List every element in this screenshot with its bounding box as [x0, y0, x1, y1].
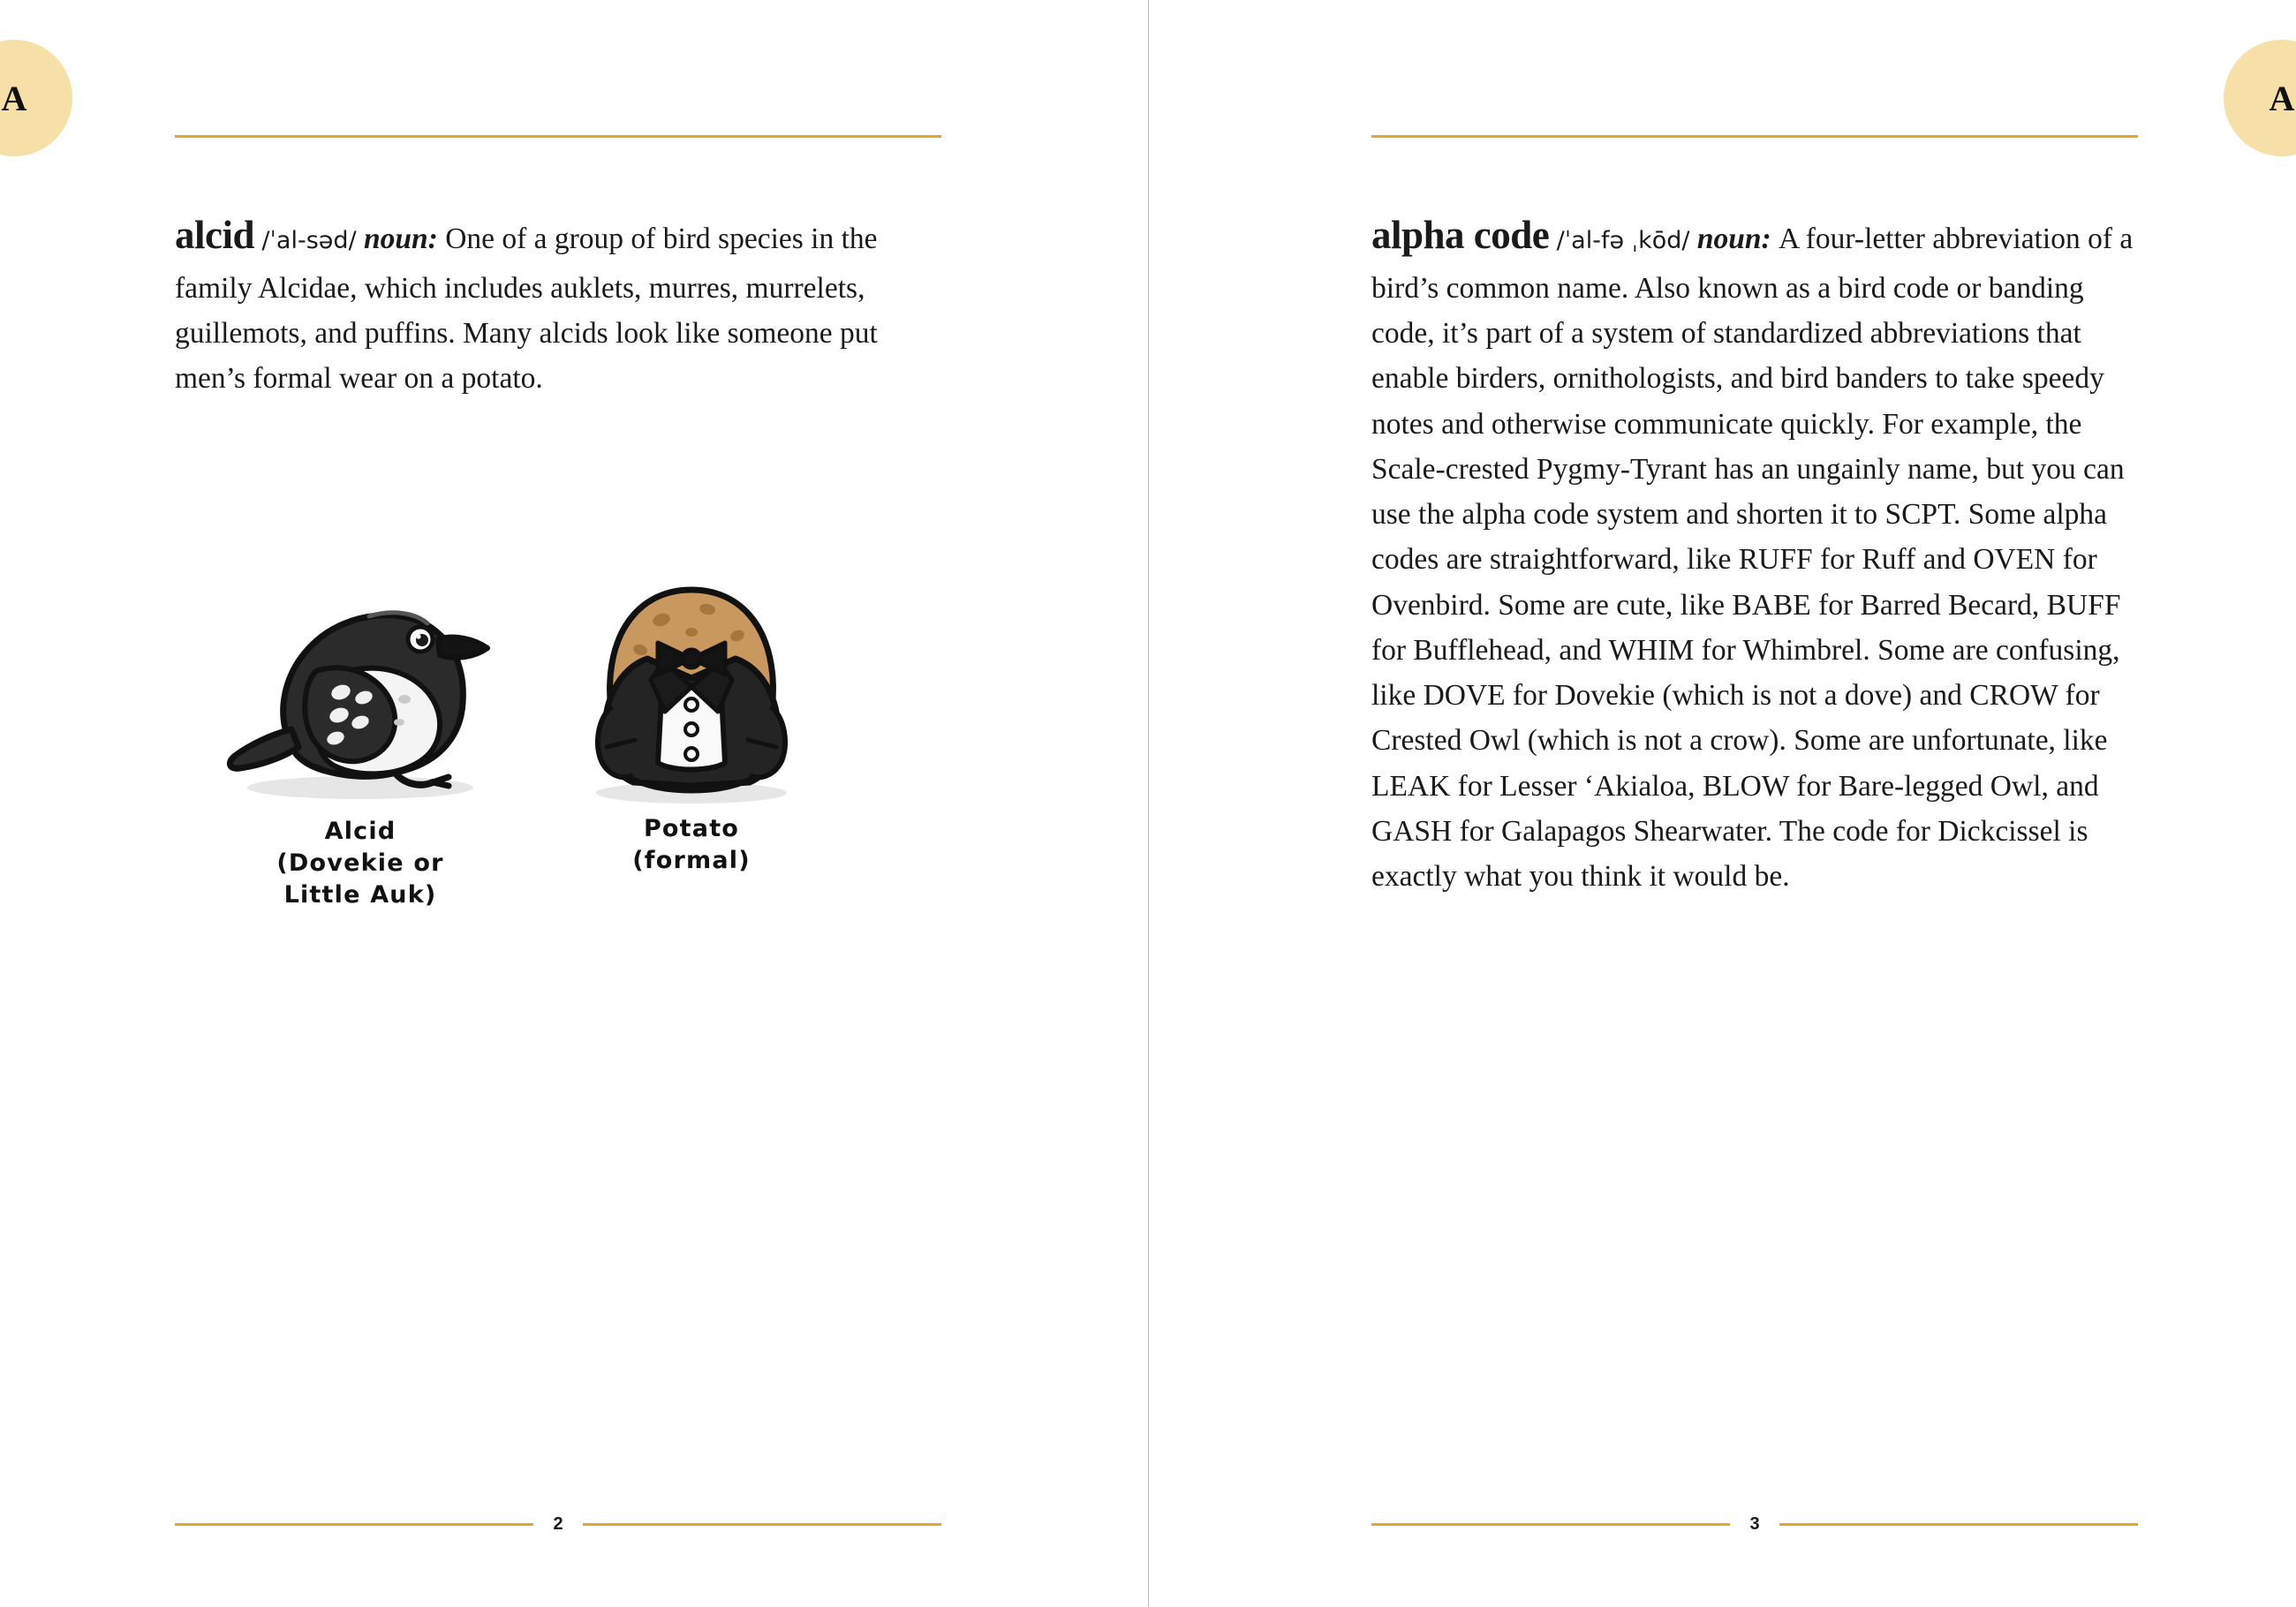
footer-rule-right: [583, 1523, 941, 1526]
entry-alcid: [175, 205, 899, 402]
headword: alpha code: [1371, 213, 1550, 257]
footer-rule-left: [175, 1523, 533, 1526]
letter-tab-right: [2224, 40, 2296, 156]
footer-rule-left: [1371, 1523, 1730, 1526]
part-of-speech: noun:: [364, 223, 438, 255]
page-number-right: 3: [1749, 1514, 1760, 1534]
right-page: [1148, 0, 2296, 1607]
illustration-alcid-vs-potato: [175, 565, 899, 1060]
top-rule-right: [1371, 135, 2138, 138]
footer-right: [1371, 1515, 2138, 1533]
caption-line: (Dovekie or: [276, 849, 444, 878]
footer-left: [175, 1515, 941, 1533]
pronunciation: /ˈal-fə ˌkōd/: [1556, 227, 1690, 254]
letter-tab-label: A: [1, 78, 27, 118]
headword: alcid: [175, 213, 255, 257]
caption-line: Little Auk): [283, 881, 437, 909]
formal-potato-icon: [559, 574, 824, 808]
page-number-left: 2: [553, 1514, 563, 1534]
caption-line: (formal): [632, 847, 751, 875]
part-of-speech: noun:: [1696, 223, 1771, 255]
entry-alpha-code: [1371, 205, 2135, 899]
definition-text: One of a group of bird species in the family Alcidae, which includes auklets, murres, murrelets, guillemots, and puffins. Many alcids look like someone put men’s formal wear on a potato.: [175, 223, 878, 396]
figure-alcid: [184, 565, 537, 912]
letter-tab-left: [0, 40, 72, 156]
caption-line: Alcid: [324, 818, 397, 845]
footer-rule-right: [1779, 1523, 2138, 1526]
figure-potato-caption: [528, 813, 855, 877]
pronunciation: /ˈal-səd/: [261, 227, 357, 254]
definition-text: A four-letter abbreviation of a bird’s common name. Also known as a bird code or banding code, it’s part of a system of standardized abbreviations that enable birders, ornithologists, and bird banders to take speedy notes and otherwise communicate quickly. For example, the Scale-crested Pygmy-Tyrant has an ungainly name, but you can use the alpha code system and shorten it to SCPT. Some alpha codes are straightforward, like RUFF for Ruff and OVEN for Ovenbird. Some are cute, like BABE for Barred Becard, BUFF for Bufflehead, and WHIM for Whimbrel. Some are confusing, like DOVE for Dovekie (which is not a dove) and CROW for Crested Owl (which is not a crow). Some are unfortunate, like LEAK for Lesser ‘Akialoa, BLOW for Bare-legged Owl, and GASH for Galapagos Shearwater. The code for Dickcissel is exactly what you think it would be.: [1371, 223, 2134, 894]
caption-line: Potato: [643, 815, 740, 842]
letter-tab-label: A: [2269, 78, 2295, 118]
figure-potato: [528, 574, 855, 877]
dovekie-bird-icon: [184, 565, 537, 804]
top-rule-left: [175, 135, 941, 138]
figure-alcid-caption: [184, 816, 537, 912]
